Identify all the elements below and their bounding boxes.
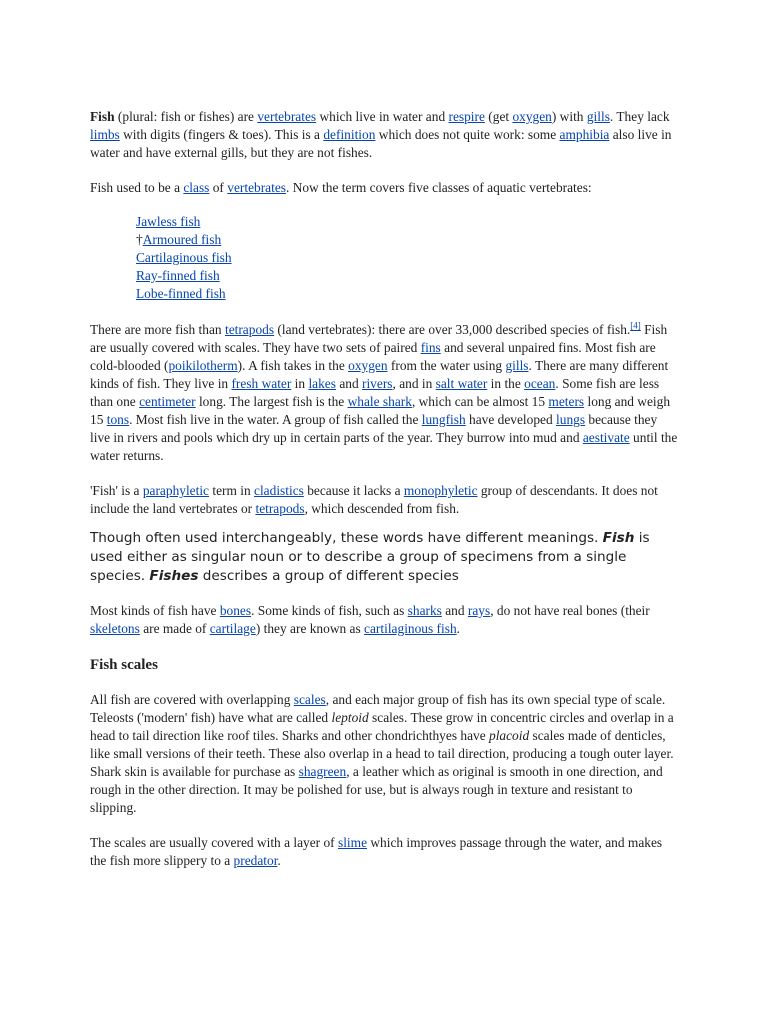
text: and bbox=[335, 376, 362, 391]
link-skeletons[interactable]: skeletons bbox=[90, 621, 140, 636]
link-lungfish[interactable]: lungfish bbox=[421, 412, 466, 427]
link-vertebrates-2[interactable]: vertebrates bbox=[227, 180, 286, 195]
list-item bbox=[136, 231, 678, 249]
article-body bbox=[90, 108, 678, 870]
text: . Now the term covers five classes of aquatic vertebrates: bbox=[286, 180, 592, 195]
link-class[interactable]: class bbox=[183, 180, 210, 195]
link-lakes[interactable]: lakes bbox=[308, 376, 336, 391]
text: (get bbox=[484, 109, 513, 124]
text: group of descendants. It does not include the land vertebrates or bbox=[90, 483, 658, 516]
term-fishes-note: Fishes bbox=[149, 568, 199, 584]
text: , which descended from fish. bbox=[304, 501, 460, 516]
link-jawless-fish[interactable]: Jawless fish bbox=[136, 214, 201, 229]
link-monophyletic[interactable]: monophyletic bbox=[403, 483, 478, 498]
term-fish-note: Fish bbox=[602, 530, 635, 546]
text: All fish are covered with overlapping bbox=[90, 692, 294, 707]
text: and several unpaired fins. Most fish are cold-blooded ( bbox=[90, 340, 656, 373]
link-lobe-finned-fish[interactable]: Lobe-finned fish bbox=[136, 286, 226, 301]
text: , a leather which as original is smooth in one direction, and rough in the other direction. It may be polished for use, but is always rough in texture and resistant to slipping. bbox=[90, 764, 663, 815]
list-item bbox=[136, 213, 678, 231]
cladistics-paragraph bbox=[90, 482, 678, 518]
classes-paragraph bbox=[90, 179, 678, 197]
text: . bbox=[277, 853, 281, 868]
text: because it lacks a bbox=[303, 483, 404, 498]
link-tetrapods[interactable]: tetrapods bbox=[224, 322, 275, 337]
link-salt-water[interactable]: salt water bbox=[435, 376, 488, 391]
link-oxygen-2[interactable]: oxygen bbox=[348, 358, 388, 373]
text: Though often used interchangeably, these words have different meanings. bbox=[90, 530, 603, 546]
text: The scales are usually covered with a layer of bbox=[90, 835, 338, 850]
link-slime[interactable]: slime bbox=[338, 835, 368, 850]
text: because they live in rivers and pools which dry up in certain parts of the year. They burrow into mud and bbox=[90, 412, 658, 445]
text: , do not have real bones (their bbox=[490, 603, 650, 618]
text: ) with bbox=[551, 109, 587, 124]
link-tons[interactable]: tons bbox=[106, 412, 130, 427]
text: ) they are known as bbox=[255, 621, 365, 636]
link-armoured-fish[interactable]: Armoured fish bbox=[142, 232, 222, 247]
text: of bbox=[209, 180, 228, 195]
text: Most kinds of fish have bbox=[90, 603, 220, 618]
text: , and each major group of fish has its own special type of scale. Teleosts ('modern' fish) have what are called bbox=[90, 692, 666, 725]
text: , and in bbox=[392, 376, 436, 391]
link-rivers[interactable]: rivers bbox=[362, 376, 393, 391]
text: are made of bbox=[139, 621, 210, 636]
link-rays[interactable]: rays bbox=[467, 603, 491, 618]
link-vertebrates[interactable]: vertebrates bbox=[257, 109, 317, 124]
species-paragraph bbox=[90, 321, 678, 465]
link-cartilage[interactable]: cartilage bbox=[209, 621, 256, 636]
text: . They lack bbox=[609, 109, 670, 124]
link-predator[interactable]: predator bbox=[233, 853, 278, 868]
link-oxygen[interactable]: oxygen bbox=[512, 109, 552, 124]
text: which live in water and bbox=[316, 109, 449, 124]
link-shagreen[interactable]: shagreen bbox=[298, 764, 347, 779]
text: . Most fish live in the water. A group of fish called the bbox=[129, 412, 422, 427]
reference-link[interactable]: [4] bbox=[630, 320, 641, 331]
link-whale-shark[interactable]: whale shark bbox=[347, 394, 412, 409]
link-definition[interactable]: definition bbox=[323, 127, 376, 142]
slime-paragraph bbox=[90, 834, 678, 870]
scales-paragraph bbox=[90, 691, 678, 817]
link-gills[interactable]: gills bbox=[586, 109, 610, 124]
link-respire[interactable]: respire bbox=[448, 109, 485, 124]
text: in the bbox=[487, 376, 525, 391]
text: (plural: fish or fishes) are bbox=[114, 109, 258, 124]
list-item bbox=[136, 285, 678, 303]
text: which improves passage through the water, and makes the fish more slippery to a bbox=[90, 835, 663, 868]
text: There are more fish than bbox=[90, 322, 225, 337]
link-sharks[interactable]: sharks bbox=[407, 603, 442, 618]
link-cladistics[interactable]: cladistics bbox=[254, 483, 304, 498]
text: Fish used to be a bbox=[90, 180, 184, 195]
text: scales. These grow in concentric circles and overlap in a head to tail direction like roof tiles. Sharks and other chondrichthyes have bbox=[90, 710, 674, 743]
text: is used either as singular noun or to describe a group of specimens from a single species. bbox=[90, 530, 650, 584]
text: (land vertebrates): there are over 33,000 described species of fish. bbox=[274, 322, 631, 337]
text: ). A fish takes in the bbox=[237, 358, 349, 373]
link-tetrapods-2[interactable]: tetrapods bbox=[255, 501, 305, 516]
link-paraphyletic[interactable]: paraphyletic bbox=[142, 483, 210, 498]
text: until the water returns. bbox=[90, 430, 678, 463]
text: . Some kinds of fish, such as bbox=[251, 603, 408, 618]
text: scales made of denticles, like small versions of their teeth. These also overlap in a head to tail direction, producing a tough outer layer. Shark skin is available for purchase as bbox=[90, 728, 674, 779]
term-placoid: placoid bbox=[489, 728, 530, 743]
usage-note bbox=[90, 529, 678, 586]
text: 'Fish' is a bbox=[90, 483, 143, 498]
link-meters[interactable]: meters bbox=[548, 394, 585, 409]
text: have developed bbox=[465, 412, 557, 427]
link-amphibia[interactable]: amphibia bbox=[559, 127, 610, 142]
link-centimeter[interactable]: centimeter bbox=[139, 394, 196, 409]
list-item bbox=[136, 249, 678, 267]
text: . There are many different kinds of fish. They live in bbox=[90, 358, 669, 391]
term-leptoid: leptoid bbox=[331, 710, 369, 725]
link-aestivate[interactable]: aestivate bbox=[582, 430, 630, 445]
link-gills-2[interactable]: gills bbox=[505, 358, 529, 373]
text: describes a group of different species bbox=[198, 568, 459, 584]
link-lungs[interactable]: lungs bbox=[556, 412, 586, 427]
text: with digits (fingers & toes). This is a bbox=[119, 127, 324, 142]
text: Fish are usually covered with scales. They have two sets of paired bbox=[90, 322, 668, 355]
text: in bbox=[291, 376, 309, 391]
link-poikilotherm[interactable]: poikilotherm bbox=[168, 358, 238, 373]
link-fresh-water[interactable]: fresh water bbox=[231, 376, 292, 391]
link-ray-finned-fish[interactable]: Ray-finned fish bbox=[136, 268, 220, 283]
list-item bbox=[136, 267, 678, 285]
link-cartilaginous-fish-2[interactable]: cartilaginous fish bbox=[364, 621, 457, 636]
text: . bbox=[456, 621, 461, 636]
fish-classes-list bbox=[136, 213, 678, 303]
link-ocean[interactable]: ocean bbox=[524, 376, 556, 391]
bones-paragraph bbox=[90, 602, 678, 638]
text: which does not quite work: some bbox=[375, 127, 560, 142]
text: from the water using bbox=[387, 358, 506, 373]
link-limbs[interactable]: limbs bbox=[90, 127, 120, 142]
link-bones[interactable]: bones bbox=[219, 603, 252, 618]
link-cartilaginous-fish[interactable]: Cartilaginous fish bbox=[136, 250, 232, 265]
text: and bbox=[441, 603, 468, 618]
text: long. The largest fish is the bbox=[195, 394, 348, 409]
text: long and weigh 15 bbox=[90, 394, 671, 427]
section-heading-fish-scales: Fish scales bbox=[90, 657, 158, 673]
term-fish: Fish bbox=[90, 109, 115, 124]
text: also live in water and have external gills, but they are not fishes. bbox=[90, 127, 672, 160]
text: term in bbox=[209, 483, 255, 498]
intro-paragraph bbox=[90, 108, 678, 162]
link-scales[interactable]: scales bbox=[293, 692, 326, 707]
text: . Some fish are less than one bbox=[90, 376, 660, 409]
text: , which can be almost 15 bbox=[411, 394, 549, 409]
link-fins[interactable]: fins bbox=[420, 340, 441, 355]
extinct-dagger: † bbox=[136, 232, 143, 247]
